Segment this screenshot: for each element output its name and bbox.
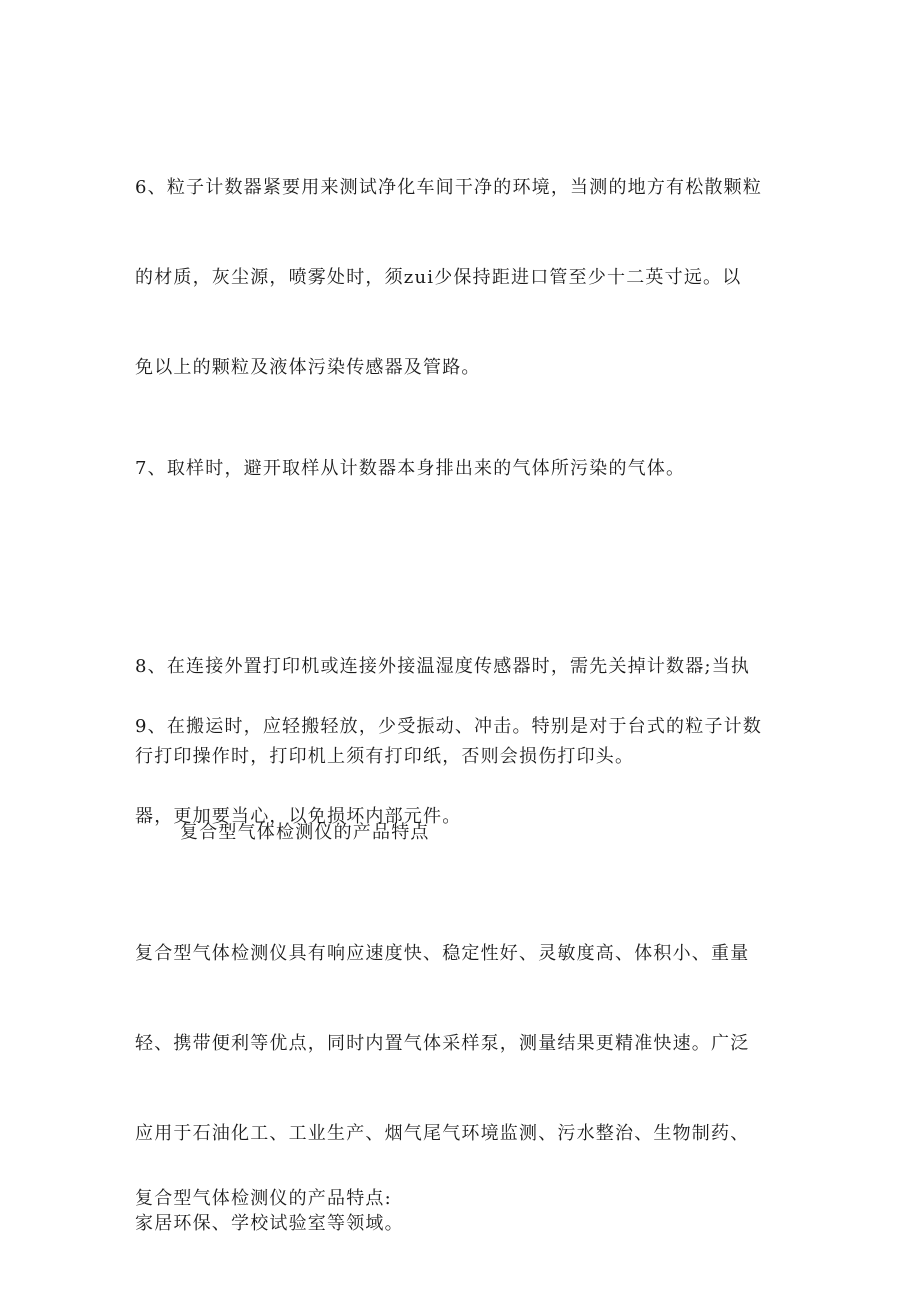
- paragraph-line: 6、粒子计数器紧要用来测试净化车间干净的环境，当测的地方有松散颗粒: [135, 177, 763, 198]
- paragraph-line: 免以上的颗粒及液体污染传感器及管路。: [135, 357, 481, 378]
- paragraph-7: [135, 394, 795, 544]
- features-heading: 复合型气体检测仪的产品特点:: [135, 1188, 392, 1209]
- paragraph-line: 8、在连接外置打印机或连接外接温湿度传感器时，需先关掉计数器;当执: [135, 656, 751, 677]
- paragraph-line: 轻、携带便利等优点，同时内置气体采样泵，测量结果更精准快速。广泛: [135, 1033, 750, 1054]
- paragraph-line: 行打印操作时，打印机上须有打印纸，否则会损伤打印头。: [135, 746, 635, 767]
- paragraph-line: 7、取样时，避开取样从计数器本身排出来的气体所污染的气体。: [135, 458, 686, 479]
- paragraph-line: 复合型气体检测仪具有响应速度快、稳定性好、灵敏度高、体积小、重量: [135, 943, 750, 964]
- paragraph-line: 9、在搬运时，应轻搬轻放，少受振动、冲击。特别是对于台式的粒子计数: [135, 716, 763, 737]
- paragraph-line: 家居环保、学校试验室等领域。: [135, 1213, 404, 1234]
- section-heading: 复合型气体检测仪的产品特点: [180, 822, 430, 843]
- paragraph-line: 的材质，灰尘源，喷雾处时，须zui少保持距进口管至少十二英寸远。以: [135, 267, 742, 288]
- paragraph-line: 应用于石油化工、工业生产、烟气尾气环境监测、污水整治、生物制药、: [135, 1123, 750, 1144]
- paragraph-line: 器，更加要当心，以免损坏内部元件。: [135, 806, 462, 827]
